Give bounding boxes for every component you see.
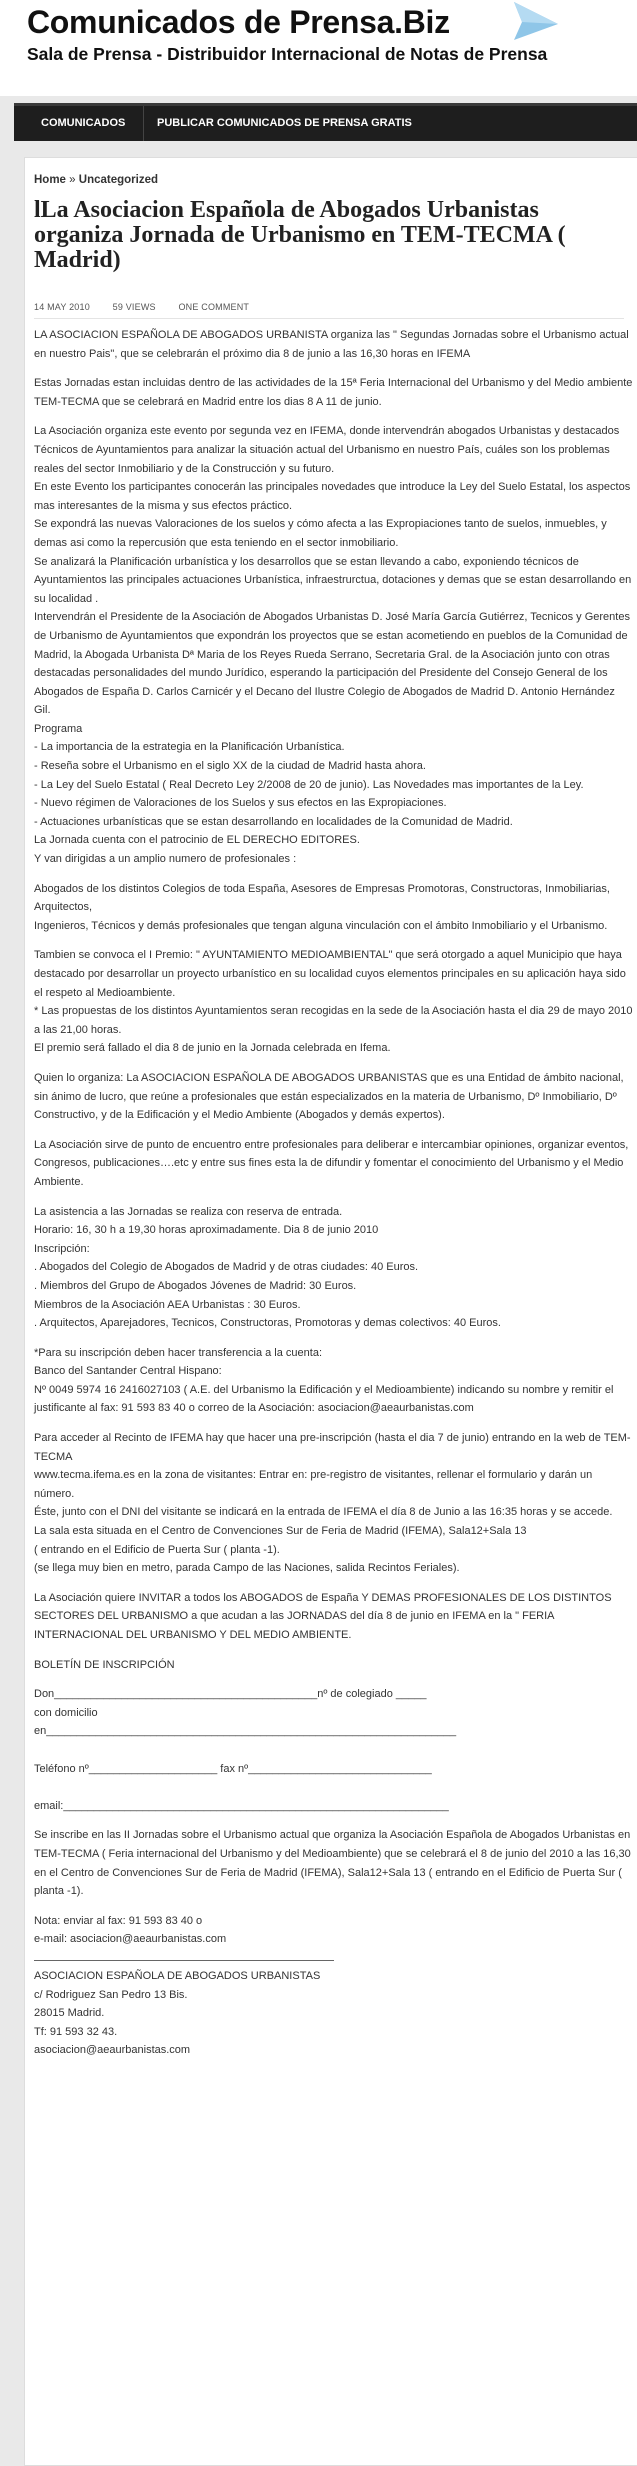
main-navigation — [14, 103, 637, 141]
body-paragraph — [34, 326, 634, 363]
breadcrumb-home-link[interactable]: Home — [34, 174, 66, 186]
form-field-line: Teléfono nº_____________________ fax nº______________________________ — [34, 1762, 432, 1775]
form-field-line: con domicilio — [34, 1706, 98, 1719]
text-line: Quien lo organiza: La ASOCIACION ESPAÑOLA DE ABOGADOS URBANISTAS que es una Entidad de ámbito nacional, sin ánimo de lucro, que reúne a profesionales que están especializados en la materia de Urbanismo, Dº Inmobiliario, Dº Constructivo, y de la Edificación y el Medio Ambiente (Abogados y demás expertos). — [34, 1071, 624, 1122]
text-line: *Para su inscripción deben hacer transferencia a la cuenta: — [34, 1346, 323, 1359]
text-line: - Reseña sobre el Urbanismo en el siglo XX de la ciudad de Madrid hasta ahora. — [34, 760, 426, 773]
form-field-line — [34, 1741, 634, 1760]
breadcrumb-category-link[interactable]: Uncategorized — [78, 174, 159, 186]
signature-line: 28015 Madrid. — [34, 2007, 105, 2020]
text-line: (se llega muy bien en metro, parada Campo de las Naciones, salida Recintos Feriales). — [34, 1562, 460, 1575]
text-line: Éste, junto con el DNI del visitante se indicará en la entrada de IFEMA el día 8 de Junio a las 16:35 horas y se accede. — [34, 1506, 613, 1519]
text-line: Tambien se convoca el I Premio: " AYUNTAMIENTO MEDIOAMBIENTAL" que será otorgado a aquel Municipio que haya destacado por desarrollar un proyecto urbanístico en su localidad cuyos elementos principales en su aplicación haya sido el respeto al Medioambiente. — [34, 949, 626, 999]
body-paragraph — [34, 1344, 634, 1418]
text-line: En este Evento los participantes conocerán las principales novedades que introduce la Ley del Suelo Estatal, los aspectos mas interesantes de la misma y sus efectos práctico. — [34, 481, 631, 512]
post-comments-link[interactable]: ONE COMMENT — [178, 302, 250, 312]
breadcrumb — [34, 174, 158, 186]
site-tagline: Sala de Prensa - Distribuidor Internacional de Notas de Prensa — [27, 44, 548, 64]
text-line: Abogados de los distintos Colegios de toda España, Asesores de Empresas Promotoras, Constructoras, Inmobiliarias, Arquitectos, — [34, 882, 610, 914]
body-paragraph — [34, 1069, 634, 1125]
text-line: . Arquitectos, Aparejadores, Tecnicos, Constructoras, Promotoras y demas colectivos: 40 Euros. — [34, 1317, 501, 1330]
text-line: Nota: enviar al fax: 91 593 83 40 o — [34, 1914, 203, 1927]
text-line: Horario: 16, 30 h a 19,30 horas aproximadamente. Dia 8 de junio 2010 — [34, 1224, 379, 1237]
form-field-line: Don___________________________________________nº de colegiado _____ — [34, 1688, 427, 1701]
form-field-line: en___________________________________________________________________ — [34, 1725, 457, 1738]
text-line: ( entrando en el Edificio de Puerta Sur ( planta -1). — [34, 1543, 280, 1556]
post-content-area — [24, 157, 637, 2466]
body-paragraph — [34, 1203, 634, 1333]
body-paragraph — [34, 1589, 634, 1645]
registration-form-lines — [34, 1685, 634, 1815]
text-line: Se expondrá las nuevas Valoraciones de los suelos y cómo afecta a las Expropiaciones tanto de suelos, inmuebles, y demas asi como la repercusión que esta teniendo en el sector inmobiliario. — [34, 518, 607, 549]
text-line: - La importancia de la estrategia en la Planificación Urbanística. — [34, 741, 345, 754]
text-line: Intervendrán el Presidente de la Asociación de Abogados Urbanistas D. José María García Gutiérrez, Tecnicos y Gerentes de Urbanismo de Ayuntamientos que expondrán los proyectos que se estan acometiendo en pueblos de la Comunidad de Madrid, la Abogada Urbanista Dª Maria de los Reyes Rueda Serrano, Secretaria Gral. de la Asociación junto con otras destacadas personalidades del mundo Jurídico, esperando la participación del Presidente del Consejo General de los Abogados de España D. Carlos Carnicér y el Decano del Ilustre Colegio de Abogados de Madrid D. Antonio Hernández Gil. — [34, 611, 630, 717]
signature-divider — [34, 1960, 334, 1961]
body-paragraph — [34, 946, 634, 1058]
text-line: * Las propuestas de los distintos Ayuntamientos seran recogidas en la sede de la Asociación hasta el dia 29 de mayo 2010 a las 21,00 horas. — [34, 1005, 633, 1036]
text-line: La Asociación quiere INVITAR a todos los ABOGADOS de España Y DEMAS PROFESIONALES DE LOS DISTINTOS SECTORES DEL URBANISMO a que acudan a las JORNADAS del día 8 de junio en IFEMA en la " FERIA INTERNACIONAL DEL URBANISMO Y DEL MEDIO AMBIENTE. — [34, 1591, 612, 1641]
text-line: Estas Jornadas estan incluidas dentro de las actividades de la 15ª Feria Internacional del Urbanismo y del Medio ambiente TEM-TECMA que se celebrará en Madrid entre los dias 8 A 11 de junio. — [34, 377, 633, 408]
form-field-line: email:_______________________________________________________________ — [34, 1799, 449, 1812]
body-paragraph — [34, 422, 634, 868]
nav-item-publicar[interactable]: PUBLICAR COMUNICADOS DE PRENSA GRATIS — [143, 106, 425, 141]
paper-plane-icon — [514, 2, 558, 40]
text-line: Para acceder al Recinto de IFEMA hay que hacer una pre-inscripción (hasta el dia 7 de junio) entrando en la web de TEM-TECMA — [34, 1432, 631, 1463]
text-line: La asistencia a las Jornadas se realiza con reserva de entrada. — [34, 1205, 343, 1218]
text-line: Programa — [34, 722, 83, 735]
body-paragraph — [34, 1656, 634, 1675]
post-date: 14 MAY 2010 — [34, 302, 90, 312]
text-line: La Asociación organiza este evento por segunda vez en IFEMA, donde intervendrán abogados Urbanistas y destacados Técnicos de Ayuntamientos para analizar la situación actual del Urbanismo en nuestro País, cuáles son los problemas reales del sector Inmobiliario y de la Construcción y su futuro. — [34, 425, 620, 475]
text-line: Y van dirigidas a un amplio numero de profesionales : — [34, 853, 297, 866]
signature-line: ASOCIACION ESPAÑOLA DE ABOGADOS URBANISTAS — [34, 1969, 321, 1982]
text-line: www.tecma.ifema.es en la zona de visitantes: Entrar en: pre-registro de visitantes, rellenar el formulario y darán un número. — [34, 1469, 593, 1500]
post-views: 59 VIEWS — [112, 302, 156, 312]
closing-paragraph — [34, 1912, 634, 1949]
body-paragraph — [34, 374, 634, 411]
text-line: - La Ley del Suelo Estatal ( Real Decreto Ley 2/2008 de 20 de junio). Las Novedades mas importantes de la Ley. — [34, 778, 584, 791]
site-title[interactable]: Comunicados de Prensa.Biz — [27, 4, 450, 40]
text-line: . Abogados del Colegio de Abogados de Madrid y de otras ciudades: 40 Euros. — [34, 1261, 419, 1274]
text-line: - Nuevo régimen de Valoraciones de los Suelos y sus efectos en las Expropiaciones. — [34, 797, 447, 810]
text-line: La Jornada cuenta con el patrocinio de EL DERECHO EDITORES. — [34, 834, 360, 847]
post-body — [34, 326, 634, 2060]
meta-divider — [34, 318, 624, 319]
body-paragraph — [34, 1136, 634, 1192]
form-field-line — [34, 1778, 634, 1797]
text-line: Banco del Santander Central Hispano: — [34, 1365, 222, 1378]
text-line: Ingenieros, Técnicos y demás profesionales que tengan alguna vinculación con el ámbito Inmobiliario y el Urbanismo. — [34, 919, 608, 932]
signature-line: asociacion@aeaurbanistas.com — [34, 2044, 191, 2057]
text-line: Inscripción: — [34, 1242, 90, 1255]
signature-block — [34, 1967, 634, 2060]
text-line: La sala esta situada en el Centro de Convenciones Sur de Feria de Madrid (IFEMA), Sala12+Sala 13 — [34, 1525, 527, 1538]
text-line: Se inscribe en las II Jornadas sobre el Urbanismo actual que organiza la Asociación Española de Abogados Urbanistas en TEM-TECMA ( Feria internacional del Urbanismo y del Medioambiente) que se celebrará el 8 de junio del 2010 a las 16,30 en el Centro de Convenciones Sur de Feria de Madrid (IFEMA), Sala12+Sala 13 ( entrando en el Edificio de Puerta Sur ( planta -1). — [34, 1829, 631, 1898]
signature-line: Tf: 91 593 32 43. — [34, 2025, 118, 2038]
closing-paragraph — [34, 1826, 634, 1900]
text-line: La Asociación sirve de punto de encuentro entre profesionales para deliberar e intercambiar opiniones, organizar eventos, Congresos, publicaciones….etc y entre sus fines esta la de difundir y fomentar el conocimiento del Urbanismo y el Medio Ambiente. — [34, 1138, 629, 1188]
text-line: e-mail: asociacion@aeaurbanistas.com — [34, 1933, 227, 1946]
nav-item-comunicados[interactable]: COMUNICADOS — [41, 117, 126, 129]
body-paragraph — [34, 1429, 634, 1578]
breadcrumb-separator: » — [69, 174, 76, 186]
site-header — [0, 0, 637, 96]
text-line: El premio será fallado el dia 8 de junio en la Jornada celebrada en Ifema. — [34, 1042, 391, 1055]
text-line: LA ASOCIACION ESPAÑOLA DE ABOGADOS URBANISTA organiza las " Segundas Jornadas sobre el Urbanismo actual en nuestro Pais", que se celebrarán el próximo dia 8 de junio a las 16,30 horas en IFEMA — [34, 329, 629, 360]
text-line: Miembros de la Asociación AEA Urbanistas : 30 Euros. — [34, 1298, 301, 1311]
text-line: Nº 0049 5974 16 2416027103 ( A.E. del Urbanismo la Edificación y el Medioambiente) indicando su nombre y remitir el justificante al fax: 91 593 83 40 o correo de la Asociación: asociacion@aeaurbanistas.com — [34, 1383, 614, 1415]
text-line: Se analizará la Planificación urbanística y los desarrollos que se estan llevando a cabo, exponiendo técnicos de Ayuntamientos las principales actuaciones Urbanística, infraestrurctua, dotaciones y demas que se estan desarrollando en su localidad . — [34, 555, 632, 605]
post-meta — [34, 302, 269, 312]
text-line: BOLETÍN DE INSCRIPCIÓN — [34, 1658, 175, 1671]
text-line: - Actuaciones urbanísticas que se estan desarrollando en localidades de la Comunidad de Madrid. — [34, 815, 513, 828]
signature-line: c/ Rodriguez San Pedro 13 Bis. — [34, 1988, 188, 2001]
body-paragraph — [34, 880, 634, 936]
post-title: lLa Asociacion Española de Abogados Urbanistas organiza Jornada de Urbanismo en TEM-TECMA ( Madrid) — [34, 197, 566, 273]
text-line: . Miembros del Grupo de Abogados Jóvenes de Madrid: 30 Euros. — [34, 1279, 357, 1292]
